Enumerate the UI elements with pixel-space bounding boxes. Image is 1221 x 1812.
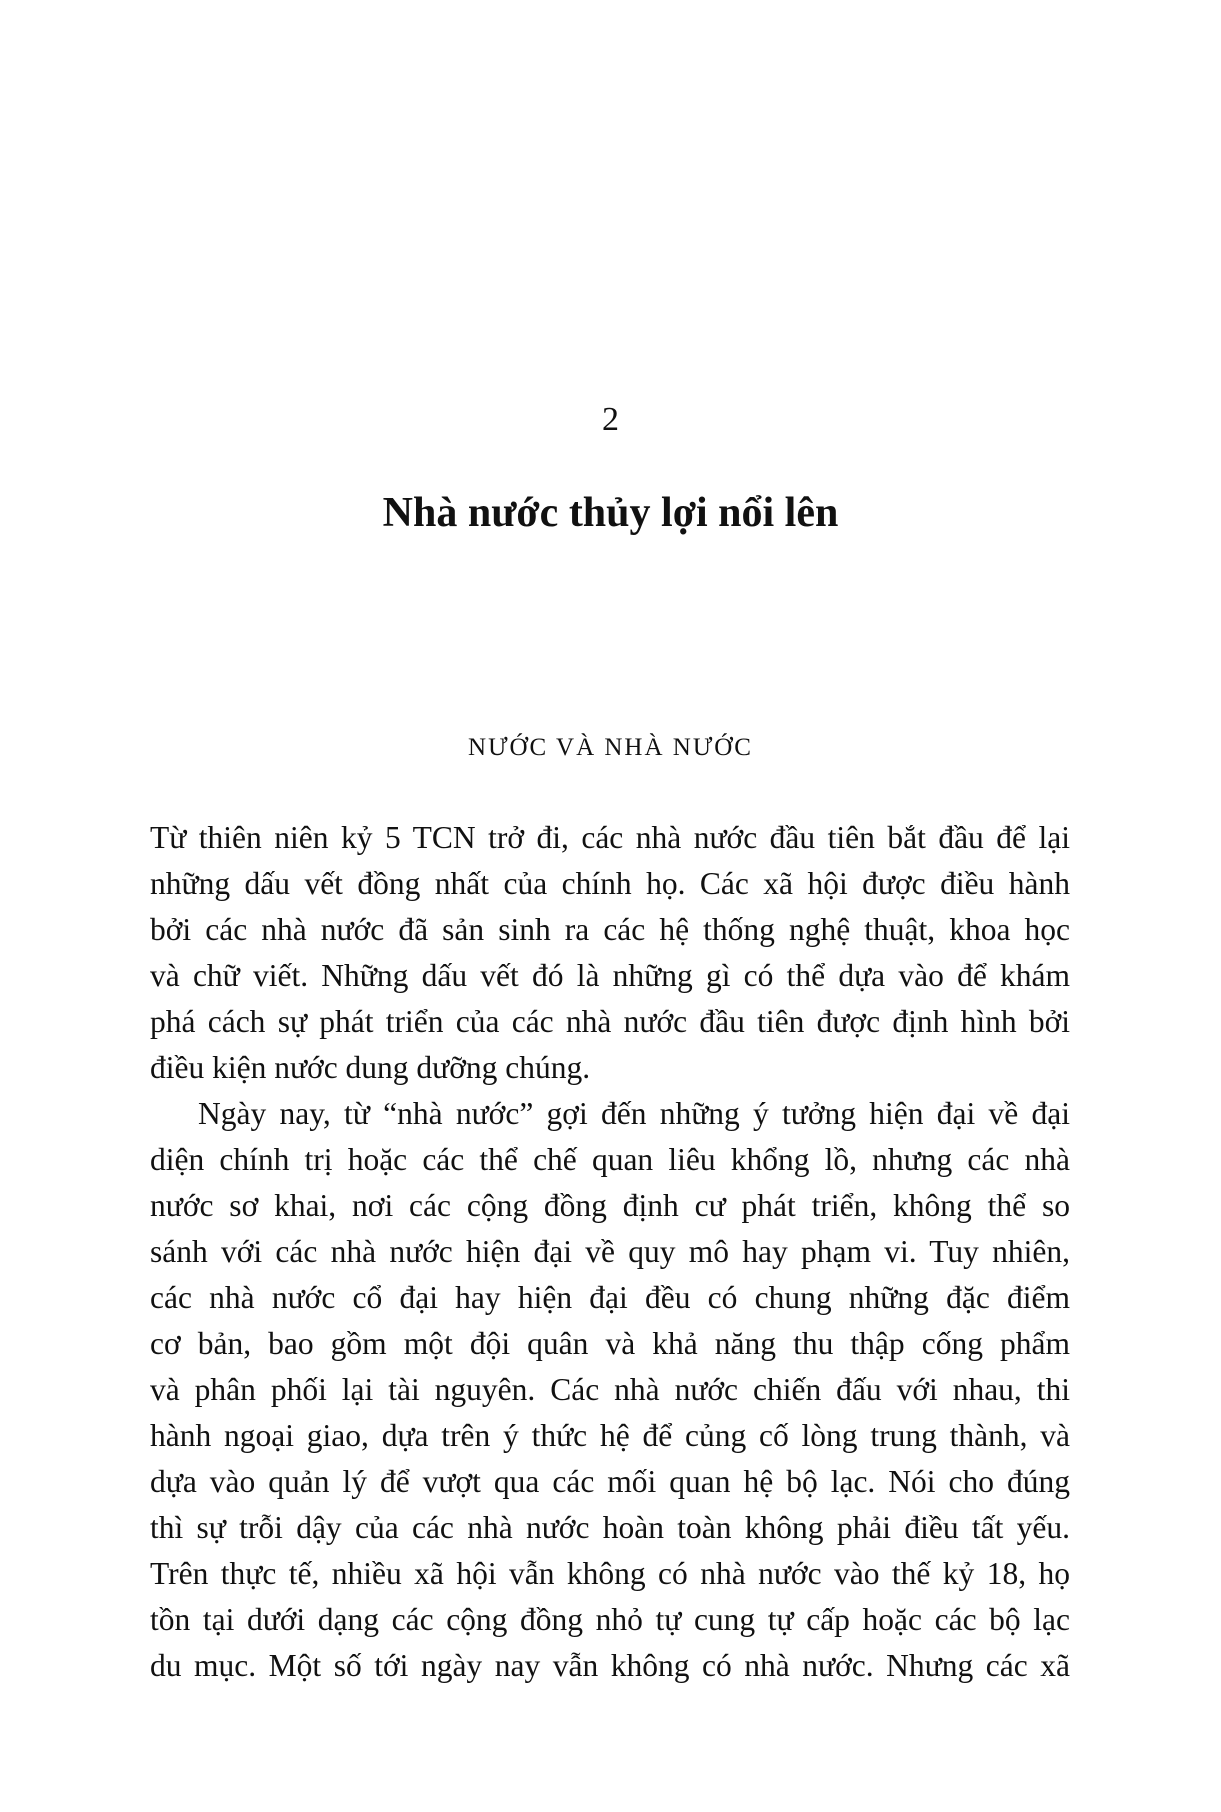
text-line: thì sự trỗi dậy của các nhà nước hoàn toàn không phải điều tất yếu. (150, 1510, 1070, 1545)
text-line: Ngày nay, từ “nhà nước” gợi đến những ý tưởng hiện đại về đại (198, 1096, 1070, 1131)
text-line: các nhà nước cổ đại hay hiện đại đều có chung những đặc điểm (150, 1280, 1070, 1315)
text-line: Từ thiên niên kỷ 5 TCN trở đi, các nhà nước đầu tiên bắt đầu để lại (150, 820, 1070, 855)
body-text (150, 815, 1070, 1689)
chapter-number: 2 (602, 401, 619, 438)
chapter-title: Nhà nước thủy lợi nổi lên (382, 490, 839, 536)
text-line: tồn tại dưới dạng các cộng đồng nhỏ tự cung tự cấp hoặc các bộ lạc (150, 1602, 1070, 1637)
text-line: cơ bản, bao gồm một đội quân và khả năng thu thập cống phẩm (150, 1326, 1070, 1361)
text-line: phá cách sự phát triển của các nhà nước đầu tiên được định hình bởi (150, 1004, 1070, 1039)
text-line: hành ngoại giao, dựa trên ý thức hệ để củng cố lòng trung thành, và (150, 1418, 1070, 1453)
text-line: và phân phối lại tài nguyên. Các nhà nước chiến đấu với nhau, thi (150, 1372, 1070, 1407)
text-line: điều kiện nước dung dưỡng chúng. (150, 1050, 591, 1085)
text-line: bởi các nhà nước đã sản sinh ra các hệ thống nghệ thuật, khoa học (150, 912, 1070, 947)
paragraph (150, 1091, 1070, 1689)
text-line: nước sơ khai, nơi các cộng đồng định cư phát triển, không thể so (150, 1188, 1070, 1223)
text-line: dựa vào quản lý để vượt qua các mối quan hệ bộ lạc. Nói cho đúng (150, 1464, 1070, 1499)
text-line: sánh với các nhà nước hiện đại về quy mô hay phạm vi. Tuy nhiên, (150, 1234, 1070, 1269)
paragraph (150, 815, 1070, 1091)
text-line: những dấu vết đồng nhất của chính họ. Các xã hội được điều hành (150, 866, 1070, 901)
text-line: và chữ viết. Những dấu vết đó là những gì có thể dựa vào để khám (150, 958, 1070, 993)
text-line: diện chính trị hoặc các thể chế quan liêu khổng lồ, nhưng các nhà (150, 1142, 1070, 1177)
section-heading: NƯỚC VÀ NHÀ NƯỚC (468, 734, 753, 761)
text-line: Trên thực tế, nhiều xã hội vẫn không có nhà nước vào thế kỷ 18, họ (150, 1556, 1070, 1591)
text-line: du mục. Một số tới ngày nay vẫn không có nhà nước. Nhưng các xã (150, 1648, 1070, 1683)
